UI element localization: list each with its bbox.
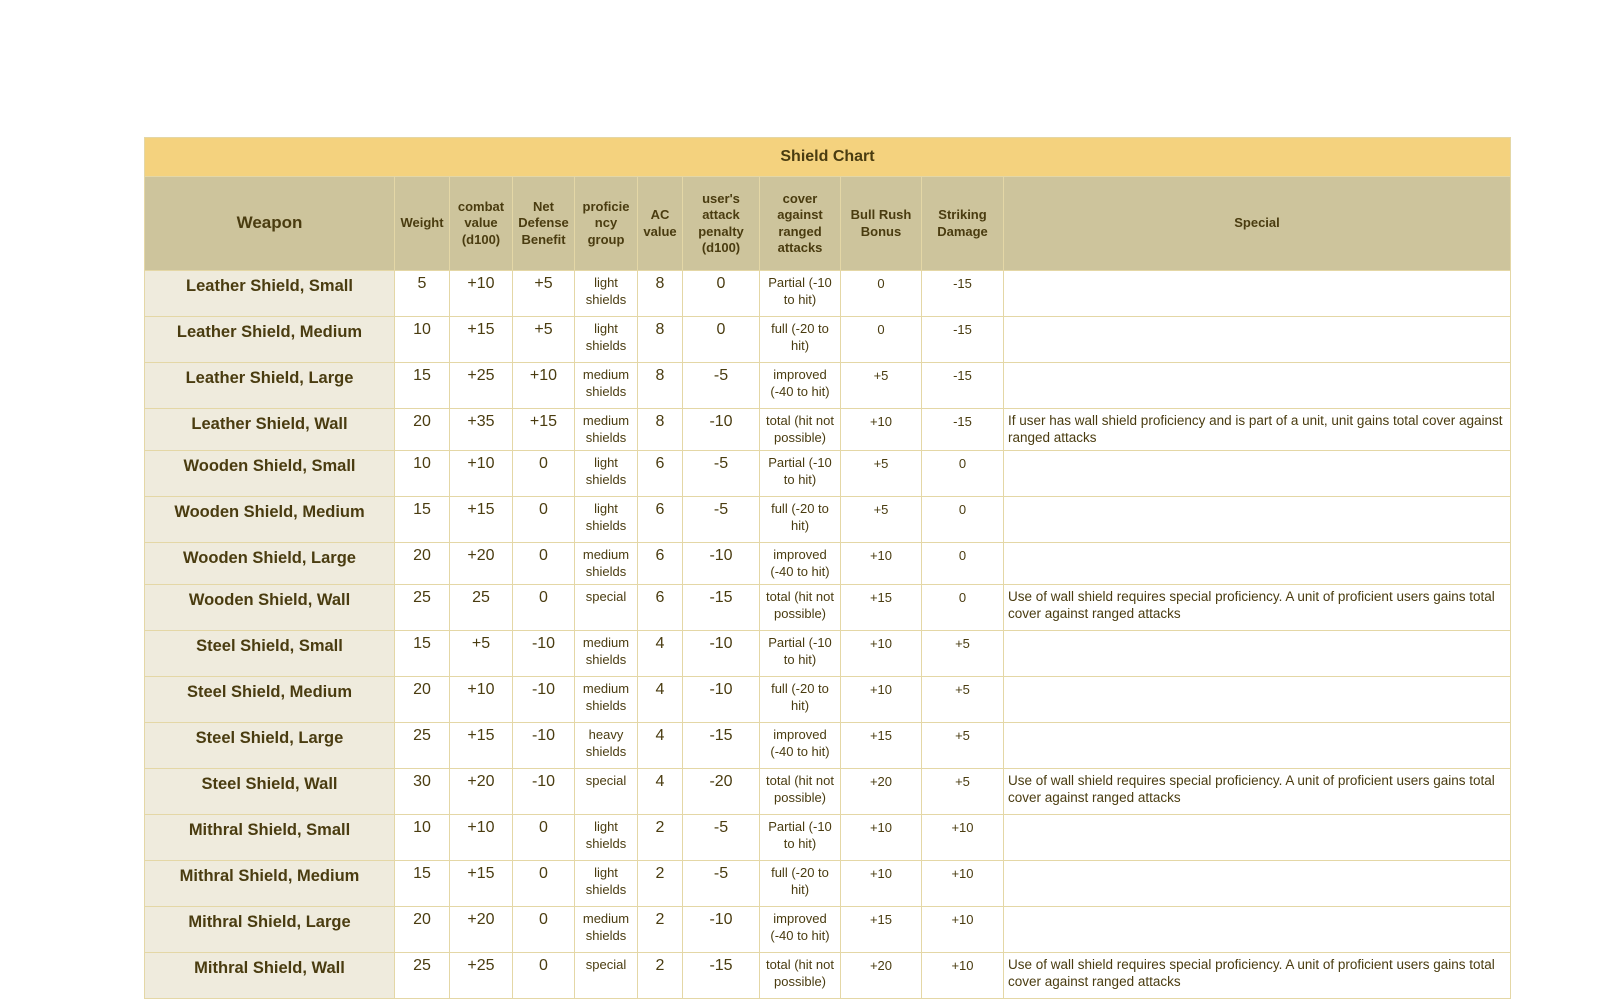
striking-damage-cell: +10	[922, 861, 1004, 907]
bull-rush-cell: +10	[841, 861, 922, 907]
weapon-name: Mithral Shield, Medium	[145, 861, 395, 907]
attack-penalty-cell: -15	[683, 953, 760, 999]
weapon-name: Leather Shield, Large	[145, 363, 395, 409]
combat-value-cell: +10	[450, 677, 513, 723]
bull-rush-cell: +20	[841, 953, 922, 999]
net-defense-cell: +15	[513, 409, 575, 451]
column-header-combat-value: combat value (d100)	[450, 177, 513, 271]
weapon-name: Wooden Shield, Large	[145, 543, 395, 585]
weapon-name: Steel Shield, Wall	[145, 769, 395, 815]
combat-value-cell: +15	[450, 723, 513, 769]
shield-chart-table	[144, 137, 1511, 999]
column-header-weapon: Weapon	[145, 177, 395, 271]
ac-value-cell: 8	[638, 317, 683, 363]
weight-cell: 15	[395, 363, 450, 409]
net-defense-cell: +5	[513, 317, 575, 363]
striking-damage-cell: +5	[922, 723, 1004, 769]
attack-penalty-cell: -15	[683, 585, 760, 631]
ac-value-cell: 4	[638, 769, 683, 815]
combat-value-cell: 25	[450, 585, 513, 631]
combat-value-cell: +5	[450, 631, 513, 677]
weapon-name: Leather Shield, Wall	[145, 409, 395, 451]
striking-damage-cell: -15	[922, 409, 1004, 451]
special-cell	[1004, 271, 1511, 317]
cover-cell: improved (-40 to hit)	[760, 907, 841, 953]
weapon-name: Wooden Shield, Small	[145, 451, 395, 497]
proficiency-group-cell: heavy shields	[575, 723, 638, 769]
ac-value-cell: 8	[638, 271, 683, 317]
combat-value-cell: +20	[450, 543, 513, 585]
proficiency-group-cell: medium shields	[575, 677, 638, 723]
column-header-special: Special	[1004, 177, 1511, 271]
table-row	[145, 723, 1511, 769]
striking-damage-cell: +10	[922, 953, 1004, 999]
table-row	[145, 271, 1511, 317]
special-cell: If user has wall shield proficiency and is part of a unit, unit gains total cover against ranged attacks	[1004, 409, 1511, 451]
attack-penalty-cell: -5	[683, 497, 760, 543]
ac-value-cell: 8	[638, 409, 683, 451]
combat-value-cell: +25	[450, 953, 513, 999]
bull-rush-cell: +15	[841, 907, 922, 953]
striking-damage-cell: 0	[922, 585, 1004, 631]
column-header-ac-value: AC value	[638, 177, 683, 271]
ac-value-cell: 2	[638, 907, 683, 953]
ac-value-cell: 4	[638, 723, 683, 769]
net-defense-cell: 0	[513, 451, 575, 497]
net-defense-cell: 0	[513, 861, 575, 907]
attack-penalty-cell: -10	[683, 907, 760, 953]
combat-value-cell: +10	[450, 271, 513, 317]
net-defense-cell: 0	[513, 815, 575, 861]
ac-value-cell: 2	[638, 953, 683, 999]
column-header-proficiency-group: proficie ncy group	[575, 177, 638, 271]
attack-penalty-cell: 0	[683, 317, 760, 363]
bull-rush-cell: 0	[841, 271, 922, 317]
weapon-name: Steel Shield, Small	[145, 631, 395, 677]
weapon-name: Mithral Shield, Wall	[145, 953, 395, 999]
special-cell	[1004, 497, 1511, 543]
special-cell	[1004, 317, 1511, 363]
weight-cell: 30	[395, 769, 450, 815]
special-cell	[1004, 451, 1511, 497]
striking-damage-cell: -15	[922, 363, 1004, 409]
cover-cell: total (hit not possible)	[760, 585, 841, 631]
weight-cell: 15	[395, 861, 450, 907]
weapon-name: Steel Shield, Large	[145, 723, 395, 769]
column-header-attack-penalty: user's attack penalty (d100)	[683, 177, 760, 271]
weapon-name: Mithral Shield, Large	[145, 907, 395, 953]
ac-value-cell: 6	[638, 497, 683, 543]
cover-cell: full (-20 to hit)	[760, 861, 841, 907]
combat-value-cell: +35	[450, 409, 513, 451]
attack-penalty-cell: -5	[683, 451, 760, 497]
header-row	[145, 177, 1511, 271]
column-header-striking-damage: Striking Damage	[922, 177, 1004, 271]
cover-cell: Partial (-10 to hit)	[760, 271, 841, 317]
combat-value-cell: +20	[450, 907, 513, 953]
attack-penalty-cell: -10	[683, 631, 760, 677]
net-defense-cell: 0	[513, 953, 575, 999]
special-cell: Use of wall shield requires special proficiency. A unit of proficient users gains total cover against ranged attacks	[1004, 769, 1511, 815]
striking-damage-cell: +5	[922, 631, 1004, 677]
cover-cell: full (-20 to hit)	[760, 677, 841, 723]
cover-cell: total (hit not possible)	[760, 769, 841, 815]
weapon-name: Wooden Shield, Medium	[145, 497, 395, 543]
bull-rush-cell: +10	[841, 409, 922, 451]
table-row	[145, 953, 1511, 999]
table-row	[145, 409, 1511, 451]
bull-rush-cell: +5	[841, 451, 922, 497]
attack-penalty-cell: -15	[683, 723, 760, 769]
weight-cell: 20	[395, 543, 450, 585]
weight-cell: 10	[395, 451, 450, 497]
table-body	[145, 271, 1511, 999]
cover-cell: full (-20 to hit)	[760, 497, 841, 543]
attack-penalty-cell: -5	[683, 363, 760, 409]
table-row	[145, 585, 1511, 631]
weight-cell: 10	[395, 815, 450, 861]
proficiency-group-cell: special	[575, 585, 638, 631]
striking-damage-cell: 0	[922, 497, 1004, 543]
proficiency-group-cell: special	[575, 769, 638, 815]
net-defense-cell: +10	[513, 363, 575, 409]
cover-cell: improved (-40 to hit)	[760, 363, 841, 409]
proficiency-group-cell: medium shields	[575, 543, 638, 585]
attack-penalty-cell: 0	[683, 271, 760, 317]
net-defense-cell: -10	[513, 723, 575, 769]
table-row	[145, 543, 1511, 585]
striking-damage-cell: -15	[922, 271, 1004, 317]
weapon-name: Wooden Shield, Wall	[145, 585, 395, 631]
bull-rush-cell: +5	[841, 497, 922, 543]
cover-cell: Partial (-10 to hit)	[760, 815, 841, 861]
table-row	[145, 363, 1511, 409]
table-row	[145, 451, 1511, 497]
weight-cell: 25	[395, 585, 450, 631]
cover-cell: full (-20 to hit)	[760, 317, 841, 363]
table-row	[145, 861, 1511, 907]
weight-cell: 20	[395, 677, 450, 723]
striking-damage-cell: +10	[922, 815, 1004, 861]
striking-damage-cell: -15	[922, 317, 1004, 363]
proficiency-group-cell: special	[575, 953, 638, 999]
ac-value-cell: 6	[638, 543, 683, 585]
ac-value-cell: 6	[638, 585, 683, 631]
net-defense-cell: -10	[513, 677, 575, 723]
weight-cell: 20	[395, 907, 450, 953]
attack-penalty-cell: -10	[683, 409, 760, 451]
column-header-weight: Weight	[395, 177, 450, 271]
column-header-bull-rush: Bull Rush Bonus	[841, 177, 922, 271]
bull-rush-cell: +10	[841, 677, 922, 723]
net-defense-cell: -10	[513, 631, 575, 677]
attack-penalty-cell: -10	[683, 543, 760, 585]
weapon-name: Leather Shield, Small	[145, 271, 395, 317]
special-cell	[1004, 631, 1511, 677]
striking-damage-cell: +5	[922, 769, 1004, 815]
weight-cell: 10	[395, 317, 450, 363]
cover-cell: Partial (-10 to hit)	[760, 451, 841, 497]
combat-value-cell: +15	[450, 497, 513, 543]
bull-rush-cell: +10	[841, 543, 922, 585]
combat-value-cell: +15	[450, 317, 513, 363]
net-defense-cell: +5	[513, 271, 575, 317]
ac-value-cell: 4	[638, 677, 683, 723]
special-cell	[1004, 363, 1511, 409]
cover-cell: total (hit not possible)	[760, 409, 841, 451]
bull-rush-cell: +20	[841, 769, 922, 815]
attack-penalty-cell: -5	[683, 861, 760, 907]
cover-cell: total (hit not possible)	[760, 953, 841, 999]
net-defense-cell: 0	[513, 585, 575, 631]
weapon-name: Steel Shield, Medium	[145, 677, 395, 723]
ac-value-cell: 8	[638, 363, 683, 409]
column-header-cover: cover against ranged attacks	[760, 177, 841, 271]
weapon-name: Leather Shield, Medium	[145, 317, 395, 363]
net-defense-cell: -10	[513, 769, 575, 815]
striking-damage-cell: 0	[922, 543, 1004, 585]
bull-rush-cell: 0	[841, 317, 922, 363]
proficiency-group-cell: medium shields	[575, 907, 638, 953]
ac-value-cell: 6	[638, 451, 683, 497]
table-row	[145, 677, 1511, 723]
special-cell	[1004, 861, 1511, 907]
proficiency-group-cell: light shields	[575, 861, 638, 907]
combat-value-cell: +25	[450, 363, 513, 409]
bull-rush-cell: +15	[841, 723, 922, 769]
bull-rush-cell: +15	[841, 585, 922, 631]
weight-cell: 15	[395, 631, 450, 677]
proficiency-group-cell: light shields	[575, 815, 638, 861]
table-row	[145, 907, 1511, 953]
proficiency-group-cell: light shields	[575, 271, 638, 317]
chart-title: Shield Chart	[145, 138, 1511, 177]
bull-rush-cell: +10	[841, 631, 922, 677]
net-defense-cell: 0	[513, 543, 575, 585]
net-defense-cell: 0	[513, 497, 575, 543]
bull-rush-cell: +10	[841, 815, 922, 861]
weight-cell: 25	[395, 723, 450, 769]
special-cell	[1004, 723, 1511, 769]
weight-cell: 25	[395, 953, 450, 999]
cover-cell: improved (-40 to hit)	[760, 543, 841, 585]
weight-cell: 15	[395, 497, 450, 543]
special-cell: Use of wall shield requires special proficiency. A unit of proficient users gains total cover against ranged attacks	[1004, 953, 1511, 999]
net-defense-cell: 0	[513, 907, 575, 953]
table-row	[145, 815, 1511, 861]
special-cell	[1004, 543, 1511, 585]
ac-value-cell: 4	[638, 631, 683, 677]
weight-cell: 5	[395, 271, 450, 317]
attack-penalty-cell: -5	[683, 815, 760, 861]
striking-damage-cell: +5	[922, 677, 1004, 723]
attack-penalty-cell: -10	[683, 677, 760, 723]
proficiency-group-cell: light shields	[575, 317, 638, 363]
bull-rush-cell: +5	[841, 363, 922, 409]
striking-damage-cell: +10	[922, 907, 1004, 953]
proficiency-group-cell: medium shields	[575, 363, 638, 409]
proficiency-group-cell: light shields	[575, 497, 638, 543]
special-cell	[1004, 677, 1511, 723]
shield-chart-sheet	[144, 137, 1510, 999]
cover-cell: Partial (-10 to hit)	[760, 631, 841, 677]
table-row	[145, 317, 1511, 363]
ac-value-cell: 2	[638, 861, 683, 907]
special-cell: Use of wall shield requires special proficiency. A unit of proficient users gains total cover against ranged attacks	[1004, 585, 1511, 631]
weight-cell: 20	[395, 409, 450, 451]
weapon-name: Mithral Shield, Small	[145, 815, 395, 861]
proficiency-group-cell: light shields	[575, 451, 638, 497]
special-cell	[1004, 907, 1511, 953]
proficiency-group-cell: medium shields	[575, 409, 638, 451]
striking-damage-cell: 0	[922, 451, 1004, 497]
ac-value-cell: 2	[638, 815, 683, 861]
proficiency-group-cell: medium shields	[575, 631, 638, 677]
combat-value-cell: +20	[450, 769, 513, 815]
column-header-net-defense: Net Defense Benefit	[513, 177, 575, 271]
combat-value-cell: +10	[450, 451, 513, 497]
special-cell	[1004, 815, 1511, 861]
table-row	[145, 497, 1511, 543]
combat-value-cell: +10	[450, 815, 513, 861]
table-row	[145, 631, 1511, 677]
cover-cell: improved (-40 to hit)	[760, 723, 841, 769]
attack-penalty-cell: -20	[683, 769, 760, 815]
combat-value-cell: +15	[450, 861, 513, 907]
table-row	[145, 769, 1511, 815]
